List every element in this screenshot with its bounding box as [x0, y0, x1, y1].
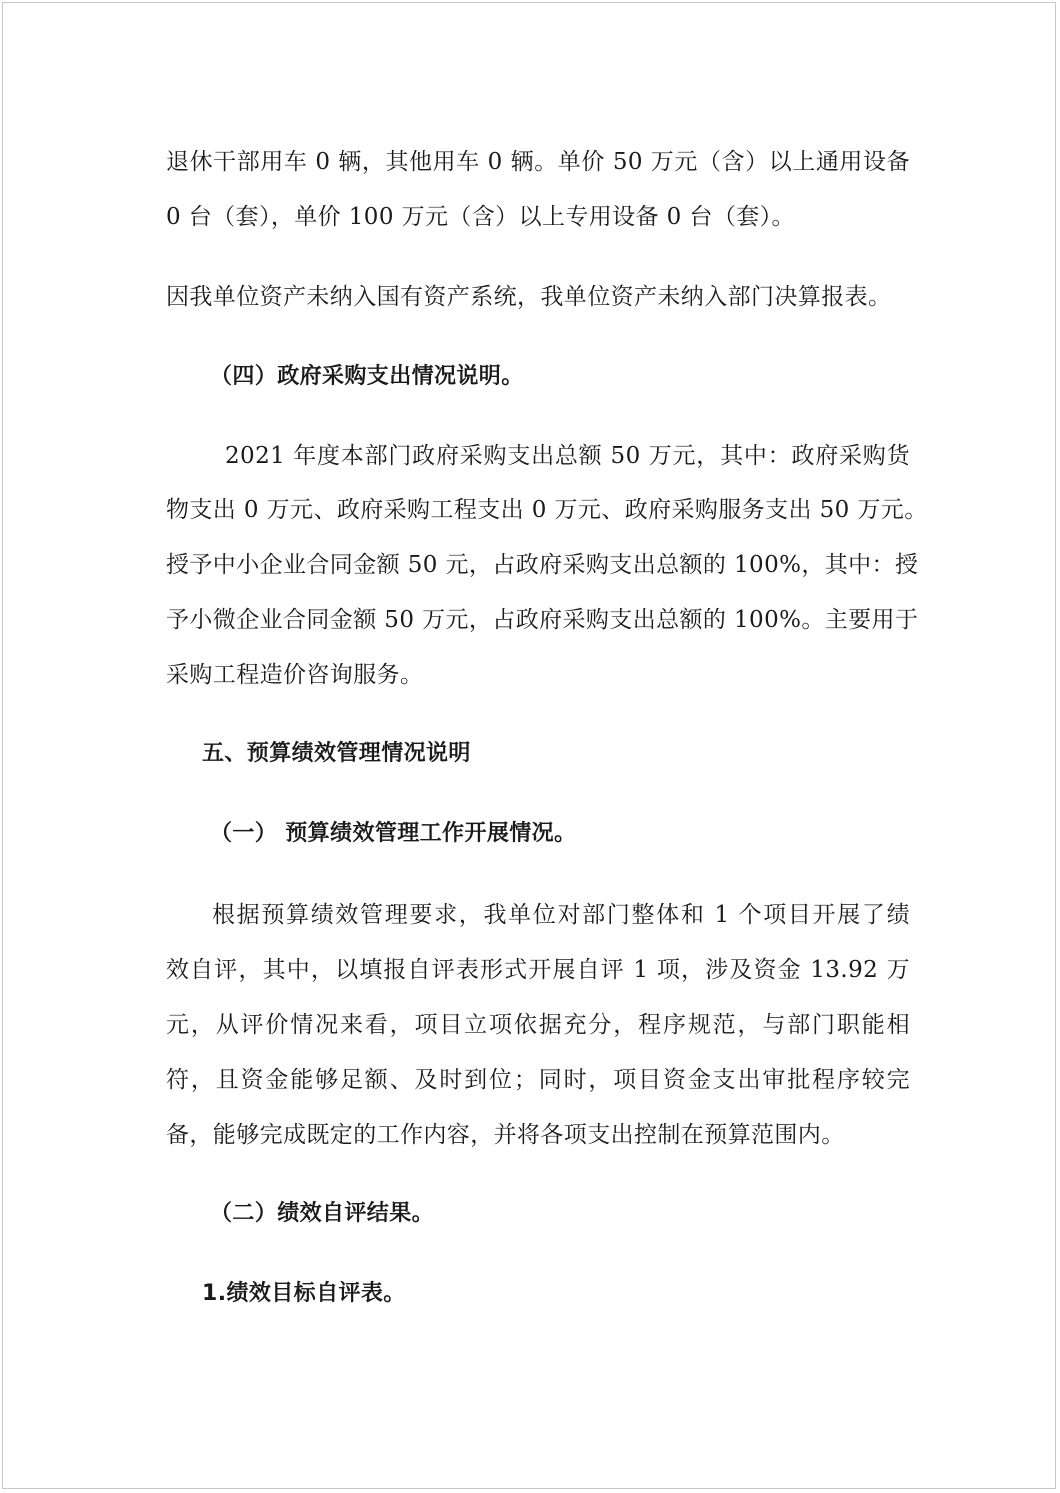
assets-text-line-1: 退休干部用车 0 辆，其他用车 0 辆。单价 50 万元（含）以上通用设备 [166, 149, 910, 175]
performance-line-2: 效自评，其中，以填报自评表形式开展自评 1 项，涉及资金 13.92 万 [166, 957, 910, 983]
procurement-line-4: 予小微企业合同金额 50 万元，占政府采购支出总额的 100%。主要用于 [166, 607, 919, 633]
performance-line-5: 备，能够完成既定的工作内容，并将各项支出控制在预算范围内。 [166, 1122, 845, 1148]
self-evaluation-table-heading: 1.绩效目标自评表。 [202, 1281, 406, 1306]
procurement-line-1: 2021 年度本部门政府采购支出总额 50 万元，其中：政府采购货 [225, 443, 910, 469]
performance-line-3: 元，从评价情况来看，项目立项依据充分，程序规范，与部门职能相 [166, 1012, 910, 1038]
procurement-heading: （四）政府采购支出情况说明。 [210, 364, 524, 389]
procurement-line-3: 授予中小企业合同金额 50 元，占政府采购支出总额的 100%，其中：授 [166, 552, 919, 578]
performance-line-4: 符，且资金能够足额、及时到位；同时，项目资金支出审批程序较完 [166, 1067, 910, 1093]
procurement-line-5: 采购工程造价咨询服务。 [166, 662, 424, 688]
performance-line-1: 根据预算绩效管理要求，我单位对部门整体和 1 个项目开展了绩 [212, 902, 910, 928]
section-5-heading: 五、预算绩效管理情况说明 [202, 741, 471, 766]
section-5-sub1-heading: （一） 预算绩效管理工作开展情况。 [210, 821, 577, 846]
assets-text-line-3: 因我单位资产未纳入国有资产系统，我单位资产未纳入部门决算报表。 [166, 284, 892, 310]
procurement-line-2: 物支出 0 万元、政府采购工程支出 0 万元、政府采购服务支出 50 万元。 [166, 497, 928, 523]
section-5-sub2-heading: （二）绩效自评结果。 [210, 1201, 435, 1226]
assets-text-line-2: 0 台（套），单价 100 万元（含）以上专用设备 0 台（套）。 [166, 204, 795, 230]
